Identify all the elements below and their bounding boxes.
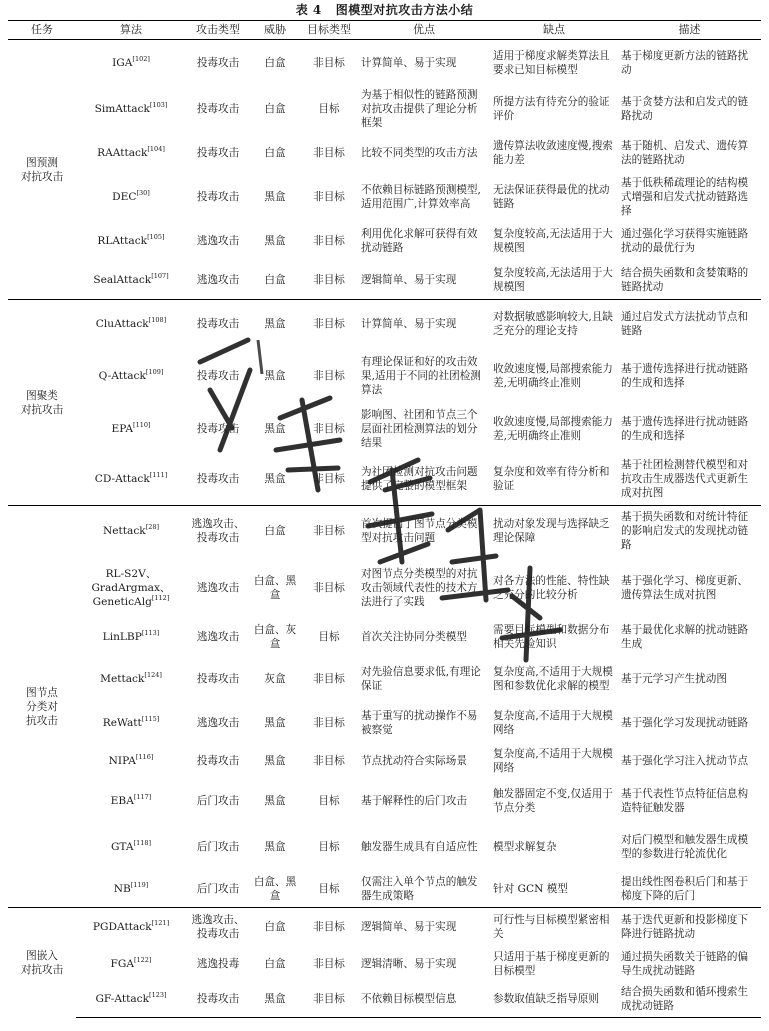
target-type-cell: 非目标 <box>313 581 345 594</box>
table-row <box>8 404 761 454</box>
threat-cell: 白盒、黑盒 <box>253 876 297 903</box>
algorithm-name: IGA <box>112 56 133 69</box>
attack-type-cell: 投毒攻击 <box>196 473 240 486</box>
threat-cell: 白盒 <box>250 40 300 86</box>
attack-type-cell: 投毒攻击 <box>196 190 240 203</box>
task-cell: 图聚类 对抗攻击 <box>8 300 76 506</box>
description-cell: 基于损失函数和对统计特征的影响启发式的发现扰动链路 <box>618 506 761 556</box>
attack-type-cell: 逃逸攻击 <box>196 274 240 287</box>
pros-cell: 为基于相似性的链路预测对抗攻击提供了理论分析框架 <box>361 88 478 129</box>
table-row <box>8 982 761 1018</box>
threat-cell: 灰盒 <box>264 672 286 685</box>
cons-cell: 针对 GCN 模型 <box>493 883 568 896</box>
table-label: 表 4 <box>295 3 322 17</box>
threat-cell: 黑盒 <box>264 794 286 807</box>
threat-cell: 黑盒 <box>264 422 286 435</box>
threat-cell: 白盒 <box>264 102 286 115</box>
threat-cell: 黑盒 <box>250 300 300 348</box>
cons-cell: 无法保证获得最优的扰动链路 <box>493 183 610 210</box>
table-row <box>8 946 761 982</box>
header-algorithm: 算法 <box>76 21 186 40</box>
methods-table <box>8 20 761 1018</box>
attack-type-cell: 投毒攻击 <box>186 300 250 348</box>
header-description: 描述 <box>618 21 761 40</box>
reference-mark: [105] <box>147 232 165 241</box>
description-cell: 基于遗传选择进行扰动链路的生成和选择 <box>621 362 749 389</box>
attack-type-cell: 逃逸攻击 <box>196 716 240 729</box>
algorithm-cell <box>76 132 186 174</box>
reference-mark: [116] <box>135 752 154 761</box>
pros-cell: 对先验信息要求低,有理论保证 <box>361 665 481 692</box>
cons-cell: 需要目标模型和数据分布相关先验知识 <box>493 623 610 650</box>
reference-mark: [111] <box>149 471 168 480</box>
algorithm-cell <box>76 348 186 404</box>
algorithm-name: PGDAttack <box>92 920 152 933</box>
algorithm-cell <box>76 454 186 506</box>
algorithm-name: Mettack <box>100 672 145 685</box>
algorithm-cell <box>76 654 186 704</box>
attack-type-cell: 投毒攻击 <box>196 422 240 435</box>
reference-mark: [109] <box>145 367 164 376</box>
reference-mark: [104] <box>147 144 165 153</box>
target-type-cell: 非目标 <box>313 422 345 435</box>
table-row <box>8 132 761 174</box>
algorithm-name: NB <box>113 883 131 896</box>
target-type-cell: 非目标 <box>300 982 358 1018</box>
algorithm-name: NIPA <box>108 754 136 767</box>
table-row <box>8 174 761 220</box>
reference-mark: [108] <box>148 315 167 324</box>
cons-cell: 适用于梯度求解类算法且要求已知目标模型 <box>490 40 618 86</box>
table-row <box>8 704 761 742</box>
reference-mark: [121] <box>151 918 170 927</box>
cons-cell: 对各方法的性能、特性缺乏充分的比较分析 <box>493 574 610 601</box>
table-header-row <box>8 21 761 40</box>
pros-cell: 首次关注协同分类模型 <box>361 630 467 643</box>
attack-type-cell: 逃逸攻击 <box>196 581 240 594</box>
header-pros: 优点 <box>358 21 490 40</box>
reference-mark: [113] <box>141 628 160 637</box>
reference-mark: [103] <box>149 100 168 109</box>
reference-mark: [124] <box>144 670 162 679</box>
table-row <box>8 742 761 780</box>
description-cell: 基于社团检测替代模型和对抗攻击生成器迭代式更新生成对抗图 <box>621 459 749 500</box>
reference-mark: [119] <box>130 881 149 890</box>
cons-cell: 复杂度较高,无法适用于大规模图 <box>493 227 613 254</box>
algorithm-cell <box>76 982 186 1018</box>
pros-cell: 不依赖目标模型信息 <box>358 982 490 1018</box>
algorithm-cell <box>76 404 186 454</box>
threat-cell: 黑盒 <box>250 982 300 1018</box>
cons-cell: 复杂度高,不适用于大规模图和参数优化求解的模型 <box>493 665 613 692</box>
attack-type-cell: 逃逸攻击 <box>196 630 240 643</box>
pros-cell: 计算简单、易于实现 <box>358 40 490 86</box>
target-type-cell: 非目标 <box>313 957 345 970</box>
table-row <box>8 822 761 872</box>
cons-cell: 参数取值缺乏指导原则 <box>490 982 618 1018</box>
threat-cell: 白盒 <box>264 957 286 970</box>
description-cell: 基于贪婪方法和启发式的链路扰动 <box>621 95 749 122</box>
algorithm-cell <box>76 780 186 822</box>
target-type-cell: 非目标 <box>300 908 358 946</box>
table-row <box>8 40 761 86</box>
description-cell: 对后门模型和触发器生成模型的参数进行轮流优化 <box>621 833 749 860</box>
algorithm-cell <box>76 556 186 620</box>
algorithm-name: LinLBP <box>102 630 142 643</box>
cons-cell: 可行性与目标模型紧密相关 <box>490 908 618 946</box>
target-type-cell: 非目标 <box>300 506 358 556</box>
description-cell: 基于梯度更新方法的链路扰动 <box>618 40 761 86</box>
target-type-cell: 非目标 <box>313 369 345 382</box>
task-cell: 图预测 对抗攻击 <box>8 40 76 300</box>
cons-cell: 模型求解复杂 <box>493 840 557 853</box>
description-cell: 基于代表性节点特征信息构造特征触发器 <box>621 787 749 814</box>
description-cell: 基于最优化求解的扰动链路生成 <box>621 623 749 650</box>
attack-type-cell: 逃逸攻击 <box>196 234 240 247</box>
target-type-cell: 非目标 <box>313 716 345 729</box>
pros-cell: 比较不同类型的攻击方法 <box>361 146 478 159</box>
pros-cell: 节点扰动符合实际场景 <box>361 754 467 767</box>
table-row <box>8 454 761 506</box>
description-cell: 基于强化学习、梯度更新、遗传算法生成对抗图 <box>621 574 749 601</box>
threat-cell: 黑盒 <box>264 840 286 853</box>
threat-cell: 白盒、灰盒 <box>253 623 297 650</box>
target-type-cell: 非目标 <box>313 274 345 287</box>
pros-cell: 基于重写的扰动操作不易被察觉 <box>361 709 478 736</box>
algorithm-cell <box>76 506 186 556</box>
description-cell: 基于强化学习发现扰动链路 <box>621 716 749 729</box>
attack-type-cell: 逃逸投毒 <box>196 957 240 970</box>
target-type-cell: 非目标 <box>300 40 358 86</box>
algorithm-name: Nettack <box>102 524 146 537</box>
attack-type-cell: 投毒攻击 <box>196 102 240 115</box>
pros-cell: 逻辑简单、易于实现 <box>361 274 457 287</box>
algorithm-name: ReWatt <box>102 716 142 729</box>
cons-cell: 所提方法有待充分的验证评价 <box>493 95 610 122</box>
cons-cell: 只适用于基于梯度更新的目标模型 <box>493 950 610 977</box>
target-type-cell: 非目标 <box>313 234 345 247</box>
threat-cell: 黑盒 <box>264 754 286 767</box>
attack-type-cell: 投毒攻击 <box>196 754 240 767</box>
header-attack-type: 攻击类型 <box>186 21 250 40</box>
pros-cell: 对图节点分类模型的对抗攻击领域代表性的技术方法进行了实践 <box>361 567 478 608</box>
reference-mark: [102] <box>132 54 150 63</box>
table-row <box>8 506 761 556</box>
pros-cell: 利用优化求解可获得有效扰动链路 <box>361 227 478 254</box>
reference-mark: [107] <box>151 272 169 281</box>
description-cell: 结合损失函数和贪婪策略的链路扰动 <box>621 267 749 294</box>
pros-cell: 影响图、社团和节点三个层面社团检测算法的划分结果 <box>361 408 478 449</box>
algorithm-cell <box>76 704 186 742</box>
threat-cell: 黑盒 <box>264 473 286 486</box>
reference-mark: [115] <box>141 714 160 723</box>
table-row <box>8 872 761 908</box>
description-cell: 结合损失函数和循环搜索生成扰动链路 <box>618 982 761 1018</box>
attack-type-cell: 投毒攻击 <box>186 40 250 86</box>
attack-type-cell: 投毒攻击 <box>186 982 250 1018</box>
table-row <box>8 908 761 946</box>
description-cell: 基于强化学习注入扰动节点 <box>621 754 749 767</box>
target-type-cell: 非目标 <box>313 473 345 486</box>
cons-cell: 对数据敏感影响较大,且缺乏充分的理论支持 <box>490 300 618 348</box>
attack-type-cell: 后门攻击 <box>196 840 240 853</box>
table-row <box>8 620 761 654</box>
table-row <box>8 556 761 620</box>
reference-mark: [123] <box>149 991 167 1000</box>
target-type-cell: 目标 <box>318 102 340 115</box>
header-target-type: 目标类型 <box>300 21 358 40</box>
target-type-cell: 目标 <box>318 883 340 896</box>
algorithm-name: SealAttack <box>93 274 152 287</box>
attack-type-cell: 逃逸攻击、投毒攻击 <box>186 506 250 556</box>
table-row <box>8 780 761 822</box>
target-type-cell: 目标 <box>318 794 340 807</box>
cons-cell: 复杂度较高,无法适用于大规模图 <box>493 267 613 294</box>
algorithm-cell <box>76 872 186 908</box>
reference-mark: [112] <box>151 593 170 602</box>
task-cell: 图节点 分类对 抗攻击 <box>8 506 76 908</box>
pros-cell: 计算简单、易于实现 <box>358 300 490 348</box>
description-cell: 基于元学习产生扰动图 <box>621 672 727 685</box>
target-type-cell: 非目标 <box>313 146 345 159</box>
algorithm-cell <box>76 40 186 86</box>
header-threat: 威胁 <box>250 21 300 40</box>
attack-type-cell: 投毒攻击 <box>196 146 240 159</box>
threat-cell: 黑盒 <box>264 190 286 203</box>
target-type-cell: 非目标 <box>313 754 345 767</box>
target-type-cell: 非目标 <box>300 300 358 348</box>
reference-mark: [30] <box>136 188 150 197</box>
threat-cell: 白盒 <box>250 908 300 946</box>
algorithm-name: GF-Attack <box>95 993 150 1006</box>
algorithm-name: RL-S2V、GradArgmax、GeneticAlg <box>91 567 171 608</box>
reference-mark: [110] <box>133 420 151 429</box>
pros-cell: 有理论保证和好的攻击效果,适用于不同的社团检测算法 <box>361 355 481 396</box>
attack-type-cell: 投毒攻击 <box>196 672 240 685</box>
algorithm-cell <box>76 822 186 872</box>
target-type-cell: 非目标 <box>313 190 345 203</box>
table-row <box>8 348 761 404</box>
pros-cell: 基于解释性的后门攻击 <box>361 794 467 807</box>
pros-cell: 首次提出了图节点分类模型对抗攻击问题 <box>358 506 490 556</box>
threat-cell: 白盒 <box>264 274 286 287</box>
cons-cell: 复杂度和效率有待分析和验证 <box>493 466 610 493</box>
reference-mark: [122] <box>133 955 152 964</box>
table-row <box>8 654 761 704</box>
algorithm-name: DEC <box>112 190 137 203</box>
cons-cell: 收敛速度慢,局部搜索能力差,无明确终止准则 <box>493 362 613 389</box>
table-row <box>8 262 761 300</box>
algorithm-name: Q-Attack <box>98 369 146 382</box>
table-caption <box>0 0 769 20</box>
pros-cell: 逻辑清晰、易于实现 <box>361 957 457 970</box>
algorithm-name: RLAttack <box>97 234 148 247</box>
algorithm-name: CD-Attack <box>94 473 150 486</box>
description-cell: 通过强化学习获得实施链路扰动的最优行为 <box>621 227 749 254</box>
threat-cell: 黑盒 <box>264 234 286 247</box>
description-cell: 基于遗传选择进行扰动链路的生成和选择 <box>621 415 749 442</box>
algorithm-cell <box>76 220 186 262</box>
reference-mark: [117] <box>133 792 152 801</box>
description-cell: 基于随机、启发式、遗传算法的链路扰动 <box>621 139 749 166</box>
pros-cell: 不依赖目标链路预测模型,适用范围广,计算效率高 <box>361 183 481 210</box>
attack-type-cell: 逃逸攻击、投毒攻击 <box>186 908 250 946</box>
header-cons: 缺点 <box>490 21 618 40</box>
target-type-cell: 目标 <box>318 630 340 643</box>
algorithm-cell <box>76 86 186 132</box>
threat-cell: 黑盒 <box>264 716 286 729</box>
header-task: 任务 <box>8 21 76 40</box>
algorithm-name: RAAttack <box>97 146 148 159</box>
threat-cell: 白盒 <box>250 506 300 556</box>
reference-mark: [118] <box>133 838 152 847</box>
cons-cell: 触发器固定不变,仅适用于节点分类 <box>493 787 613 814</box>
reference-mark: [28] <box>145 522 160 531</box>
pros-cell: 逻辑简单、易于实现 <box>358 908 490 946</box>
target-type-cell: 目标 <box>318 840 340 853</box>
threat-cell: 黑盒 <box>264 369 286 382</box>
target-type-cell: 非目标 <box>313 672 345 685</box>
table-row <box>8 86 761 132</box>
table-body <box>8 40 761 1018</box>
algorithm-name: FGA <box>110 957 134 970</box>
threat-cell: 白盒、黑盒 <box>253 574 297 601</box>
pros-cell: 为社团检测对抗攻击问题提供了完整的模型框架 <box>361 466 478 493</box>
algorithm-cell <box>76 946 186 982</box>
algorithm-name: EBA <box>110 794 134 807</box>
description-cell: 通过启发式方法扰动节点和链路 <box>618 300 761 348</box>
description-cell: 基于低秩稀疏理论的结构模式增强和启发式扰动链路选择 <box>621 176 749 217</box>
description-cell: 通过损失函数关于链路的偏导生成扰动链路 <box>621 950 749 977</box>
algorithm-cell <box>76 742 186 780</box>
table-row <box>8 300 761 348</box>
pros-cell: 仅需注入单个节点的触发器生成策略 <box>361 876 478 903</box>
algorithm-cell <box>76 174 186 220</box>
table-row <box>8 220 761 262</box>
table-title: 图模型对抗攻击方法小结 <box>335 3 474 17</box>
cons-cell: 扰动对象发现与选择缺乏理论保障 <box>490 506 618 556</box>
algorithm-name: GTA <box>110 840 134 853</box>
cons-cell: 遗传算法收敛速度慢,搜索能力差 <box>493 139 613 166</box>
cons-cell: 复杂度高,不适用于大规模网络 <box>493 709 613 736</box>
description-cell: 提出线性图卷积后门和基于梯度下降的后门 <box>621 876 749 903</box>
algorithm-cell <box>76 300 186 348</box>
attack-type-cell: 后门攻击 <box>196 883 240 896</box>
description-cell: 基于迭代更新和投影梯度下降进行链路扰动 <box>618 908 761 946</box>
algorithm-name: SimAttack <box>94 102 150 115</box>
algorithm-cell <box>76 620 186 654</box>
algorithm-cell <box>76 908 186 946</box>
algorithm-name: CluAttack <box>95 317 149 330</box>
threat-cell: 白盒 <box>264 146 286 159</box>
algorithm-cell <box>76 262 186 300</box>
attack-type-cell: 后门攻击 <box>196 794 240 807</box>
task-cell: 图嵌入 对抗攻击 <box>8 908 76 1018</box>
cons-cell: 复杂度高,不适用于大规模网络 <box>493 747 613 774</box>
cons-cell: 收敛速度慢,局部搜索能力差,无明确终止准则 <box>493 415 613 442</box>
attack-type-cell: 投毒攻击 <box>196 369 240 382</box>
pros-cell: 触发器生成具有自适应性 <box>361 840 478 853</box>
algorithm-name: EPA <box>111 422 134 435</box>
